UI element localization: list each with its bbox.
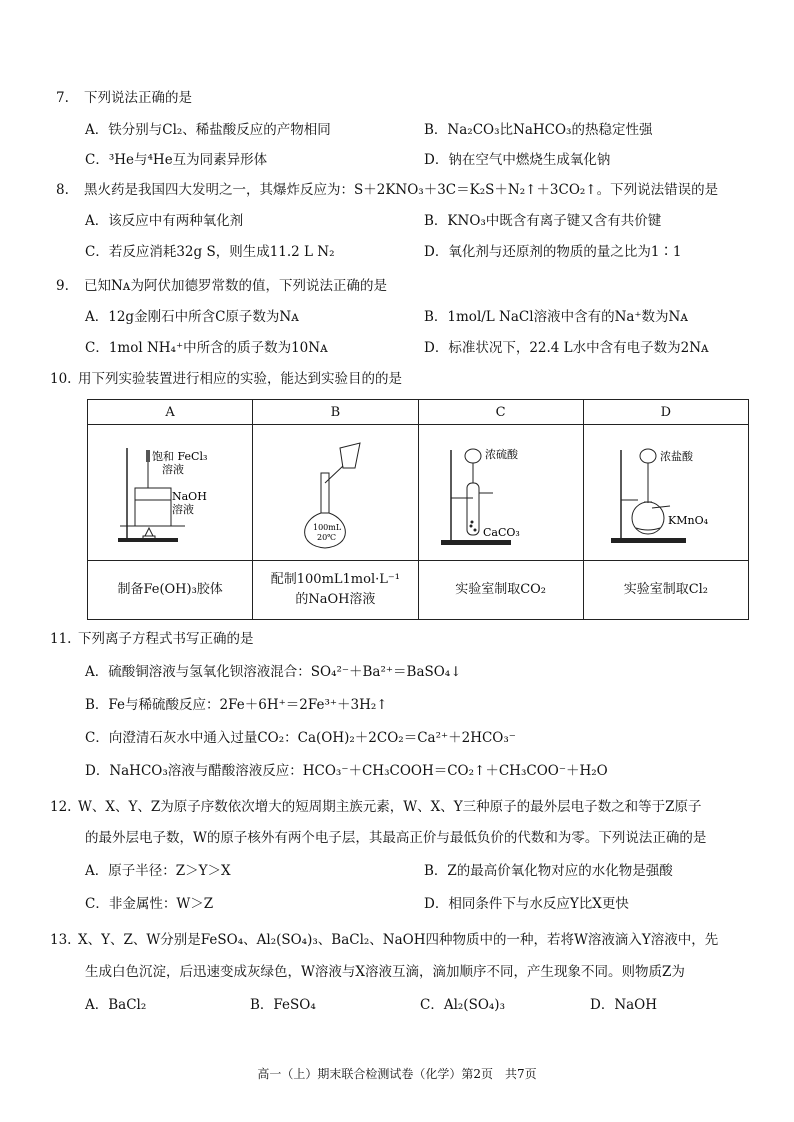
apparatus-c	[418, 425, 583, 561]
option-a: A．该反应中有两种氧化剂	[85, 213, 244, 229]
option-d: D．标准状况下，22.4 L水中含有电子数为2Nᴀ	[424, 340, 709, 356]
option-b: B．1mol/L NaCl溶液中含有的Na⁺数为Nᴀ	[424, 309, 688, 325]
co2-generation-apparatus	[421, 428, 581, 553]
question-number: 13.	[50, 932, 72, 948]
option-d: D．钠在空气中燃烧生成氧化钠	[424, 152, 611, 168]
question-stem: 已知Nᴀ为阿伏加德罗常数的值，下列说法正确的是	[84, 278, 387, 294]
question-stem-line2: 生成白色沉淀，后迅速变成灰绿色，W溶液与X溶液互滴，滴加顺序不同，产生现象不同。则物质Z为	[85, 964, 685, 980]
purpose-c: 实验室制取CO₂	[418, 561, 583, 620]
option-c: C．向澄清石灰水中通入过量CO₂：Ca(OH)₂＋2CO₂＝Ca²⁺＋2HCO₃⁻	[85, 730, 516, 746]
apparatus-a	[88, 425, 253, 561]
cl2-generation-apparatus	[586, 428, 746, 553]
question-stem: 用下列实验装置进行相应的实验，能达到实验目的的是	[78, 371, 402, 387]
option-c: C．Al₂(SO₄)₃	[420, 997, 505, 1013]
option-a: A．铁分别与Cl₂、稀盐酸反应的产物相同	[85, 122, 331, 138]
option-c: C．1mol NH₄⁺中所含的质子数为10Nᴀ	[85, 340, 328, 356]
flask-temp-label: 20℃	[317, 533, 337, 542]
volumetric-flask-apparatus	[255, 428, 415, 553]
apparatus-b	[253, 425, 418, 561]
purpose-b	[253, 561, 418, 620]
option-a: A．原子半径：Z＞Y＞X	[85, 863, 231, 879]
option-d: D．NaHCO₃溶液与醋酸溶液反应：HCO₃⁻＋CH₃COOH＝CO₂↑＋CH₃COO⁻＋H₂O	[85, 763, 608, 779]
question-12	[50, 797, 750, 817]
header-d: D	[583, 400, 748, 425]
option-b: B．Na₂CO₃比NaHCO₃的热稳定性强	[424, 122, 653, 138]
question-stem-line1: X、Y、Z、W分别是FeSO₄、Al₂(SO₄)₃、BaCl₂、NaOH四种物质中的一种，若将W溶液滴入Y溶液中，先	[78, 932, 719, 948]
option-a: A．BaCl₂	[85, 997, 147, 1013]
flask-volume-label: 100mL	[313, 523, 342, 532]
question-stem-line2: 的最外层电子数，W的原子核外有两个电子层，其最高正价与最低负价的代数和为零。下列说法正确的是	[85, 830, 707, 846]
option-d: D．NaOH	[590, 997, 658, 1013]
question-number: 11.	[50, 631, 72, 647]
option-c: C．若反应消耗32g S，则生成11.2 L N₂	[85, 244, 335, 260]
question-7	[56, 88, 746, 108]
question-number: 7.	[56, 90, 69, 106]
fecl3-heating-apparatus	[90, 428, 250, 553]
hcl-label: 浓盐酸	[659, 450, 693, 463]
sulfuric-acid-label: 浓硫酸	[484, 448, 518, 461]
question-stem: 下列离子方程式书写正确的是	[78, 631, 254, 647]
page-footer: 高一（上）期末联合检测试卷（化学）第2页 共7页	[257, 1067, 537, 1081]
header-c: C	[418, 400, 583, 425]
question-10	[50, 369, 740, 389]
option-d: D．氧化剂与还原剂的物质的量之比为1∶1	[424, 244, 682, 260]
question-number: 9.	[56, 278, 69, 294]
question-stem-line1: W、X、Y、Z为原子序数依次增大的短周期主族元素，W、X、Y三种原子的最外层电子数之和等于Z原子	[78, 799, 702, 815]
option-b: B．Z的最高价氧化物对应的水化物是强酸	[424, 863, 673, 879]
option-b: B．KNO₃中既含有离子键又含有共价键	[424, 213, 662, 229]
option-b: B．FeSO₄	[250, 997, 316, 1013]
question-stem: 黑火药是我国四大发明之一，其爆炸反应为：S＋2KNO₃＋3C＝K₂S＋N₂↑＋3CO₂↑。下列说法错误的是	[84, 182, 719, 198]
purpose-d: 实验室制取Cl₂	[583, 561, 748, 620]
purpose-a: 制备Fe(OH)₃胶体	[88, 561, 253, 620]
purpose-b-line2: 的NaOH溶液	[295, 592, 376, 607]
option-c: C．³He与⁴He互为同素异形体	[85, 152, 268, 168]
option-a: A．12g金刚石中所含C原子数为Nᴀ	[85, 309, 299, 325]
question-11	[50, 629, 740, 649]
apparatus-table	[87, 399, 749, 620]
naoh-solution-label: 溶液	[172, 503, 195, 516]
kmno4-label: KMnO₄	[667, 514, 708, 527]
question-stem: 下列说法正确的是	[84, 90, 192, 106]
option-b: B．Fe与稀硫酸反应：2Fe＋6H⁺＝2Fe³⁺＋3H₂↑	[85, 697, 388, 713]
question-number: 8.	[56, 182, 69, 198]
option-a: A．硫酸铜溶液与氢氧化钡溶液混合：SO₄²⁻＋Ba²⁺＝BaSO₄↓	[85, 664, 462, 680]
question-8	[56, 180, 746, 200]
purpose-b-line1: 配制100mL1mol·L⁻¹	[270, 572, 400, 587]
question-9	[56, 276, 746, 296]
question-number: 10.	[50, 371, 72, 387]
apparatus-d	[583, 425, 748, 561]
fecl3-solution-label: 溶液	[162, 463, 185, 476]
header-a: A	[88, 400, 253, 425]
option-d: D．相同条件下与水反应Y比X更快	[424, 896, 629, 912]
caco3-label: CaCO₃	[482, 526, 520, 539]
option-c: C．非金属性：W＞Z	[85, 896, 214, 912]
question-number: 12.	[50, 799, 72, 815]
fecl3-label: 饱和 FeCl₃	[152, 450, 208, 463]
question-13	[50, 930, 750, 950]
header-b: B	[253, 400, 418, 425]
naoh-label: NaOH	[172, 490, 207, 503]
